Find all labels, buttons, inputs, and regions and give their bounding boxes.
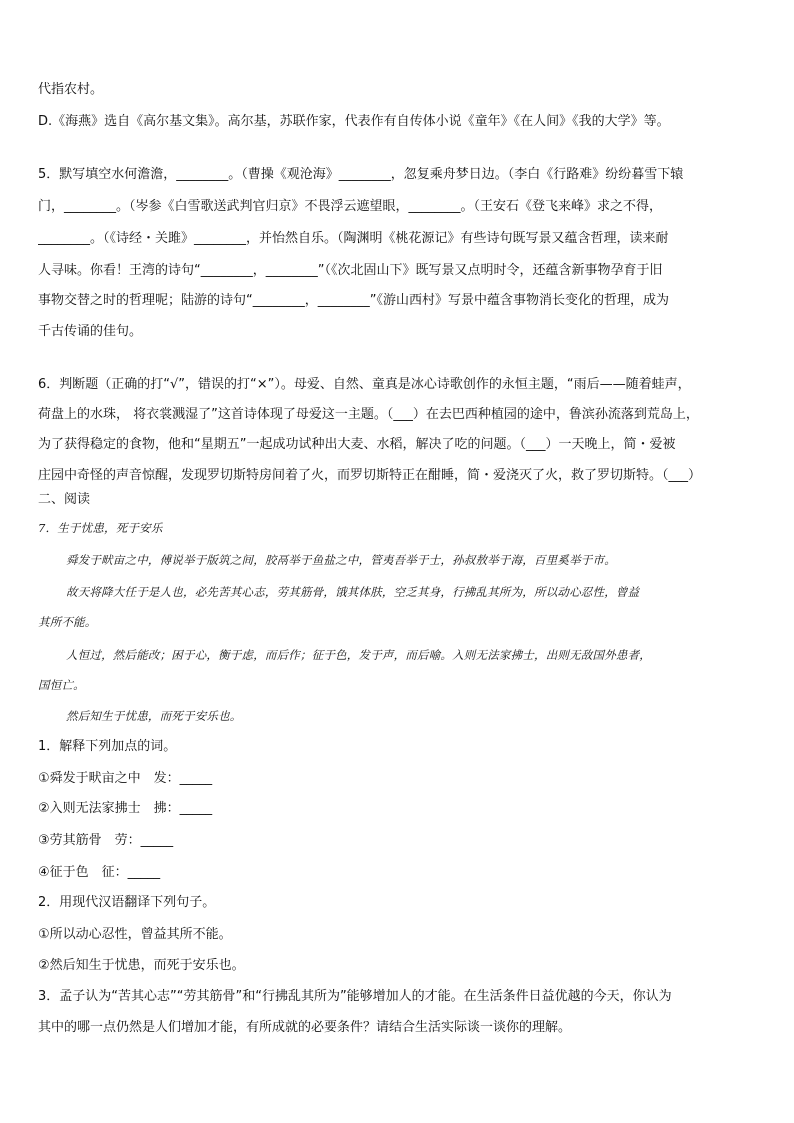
sub-question-item: ①所以动心忍性，曾益其所不能。 — [38, 927, 232, 942]
question-6-line: 6．判断题（正确的打“√”，错误的打“×”）。母爱、自然、童真是冰心诗歌创作的永恒主题，“雨后——随着蛙声， — [38, 377, 691, 392]
question-6-line: 庄园中奇怪的声音惊醒，发现罗切斯特房间着了火，而罗切斯特正在酣睡，简・爱浇灭了火，救了罗切斯特。（___） — [38, 468, 702, 483]
passage-title: 7．生于忧患，死于安乐 — [38, 521, 163, 535]
question-5-line: 事物交替之时的哲理呢；陆游的诗句“________，________”《游山西村》写景中蕴含事物消长变化的哲理，成为 — [38, 293, 669, 308]
text-line: D.《海燕》选自《高尔基文集》。高尔基，苏联作家，代表作有自传体小说《童年》《在人间》《我的大学》等。 — [38, 114, 670, 129]
section-heading: 二、阅读 — [38, 492, 91, 507]
sub-question-3: 3．孟子认为“苦其心志”“劳其筋骨”和“行拂乱其所为”能够增加人的才能。在生活条件日益优越的今天，你认为 — [38, 989, 672, 1004]
passage-line: 其所不能。 — [38, 615, 97, 629]
sub-question-item: ③劳其筋骨 劳：_____ — [38, 833, 174, 848]
passage-line: 然后知生于忧患，而死于安乐也。 — [66, 709, 242, 723]
sub-question-3: 其中的哪一点仍然是人们增加才能，有所成就的必要条件？请结合生活实际谈一谈你的理解。 — [38, 1020, 572, 1035]
question-5-line: ________。（《诗经・关雎》________，并怡然自乐。（陶渊明《桃花源记》有些诗句既写景又蕴含哲理，读来耐 — [38, 231, 669, 246]
sub-question-1: 1．解释下列加点的词。 — [38, 739, 177, 754]
passage-line: 国恒亡。 — [38, 678, 85, 692]
question-5-line: 门，________。（岑参《白雪歌送武判官归京》不畏浮云遮望眼，________。（王安石《登飞来峰》求之不得， — [38, 199, 663, 214]
question-5-line: 千古传诵的佳句。 — [38, 324, 143, 339]
sub-question-2: 2．用现代汉语翻译下列句子。 — [38, 895, 216, 910]
question-5-line: 5．默写填空水何澹澹，________。（曹操《观沧海》________，忽复乘舟梦日边。（李白《行路难》纷纷暮雪下辕 — [38, 167, 684, 182]
passage-line: 故天将降大任于是人也，必先苦其心志，劳其筋骨，饿其体肤，空乏其身，行拂乱其所为，所以动心忍性，曾益 — [66, 585, 640, 599]
passage-line: 人恒过，然后能改；困于心，衡于虑，而后作；征于色，发于声，而后喻。入则无法家拂士，出则无敌国外患者， — [66, 648, 651, 662]
text-line: 代指农村。 — [38, 82, 104, 97]
sub-question-item: ④征于色 征：_____ — [38, 865, 161, 880]
sub-question-item: ①舜发于畎亩之中 发：_____ — [38, 771, 213, 786]
passage-line: 舜发于畎亩之中，傅说举于版筑之间，胶鬲举于鱼盐之中，管夷吾举于士，孙叔敖举于海，百里奚举于市。 — [66, 553, 616, 567]
sub-question-item: ②入则无法家拂士 拂：_____ — [38, 801, 213, 816]
question-5-line: 人寻味。你看！王湾的诗句“________，________”（《次北固山下》既写景又点明时令，还蕴含新事物孕育于旧 — [38, 263, 663, 278]
sub-question-item: ②然后知生于忧患，而死于安乐也。 — [38, 958, 245, 973]
question-6-line: 为了获得稳定的食物，他和“星期五”一起成功试种出大麦、水稻，解决了吃的问题。（___）一天晚上，简・爱被 — [38, 437, 676, 452]
question-6-line: 荷盘上的水珠， 将衣裳溅湿了”这首诗体现了母爱这一主题。（___）在去巴西种植园的途中，鲁滨孙流落到荒岛上， — [38, 407, 699, 422]
